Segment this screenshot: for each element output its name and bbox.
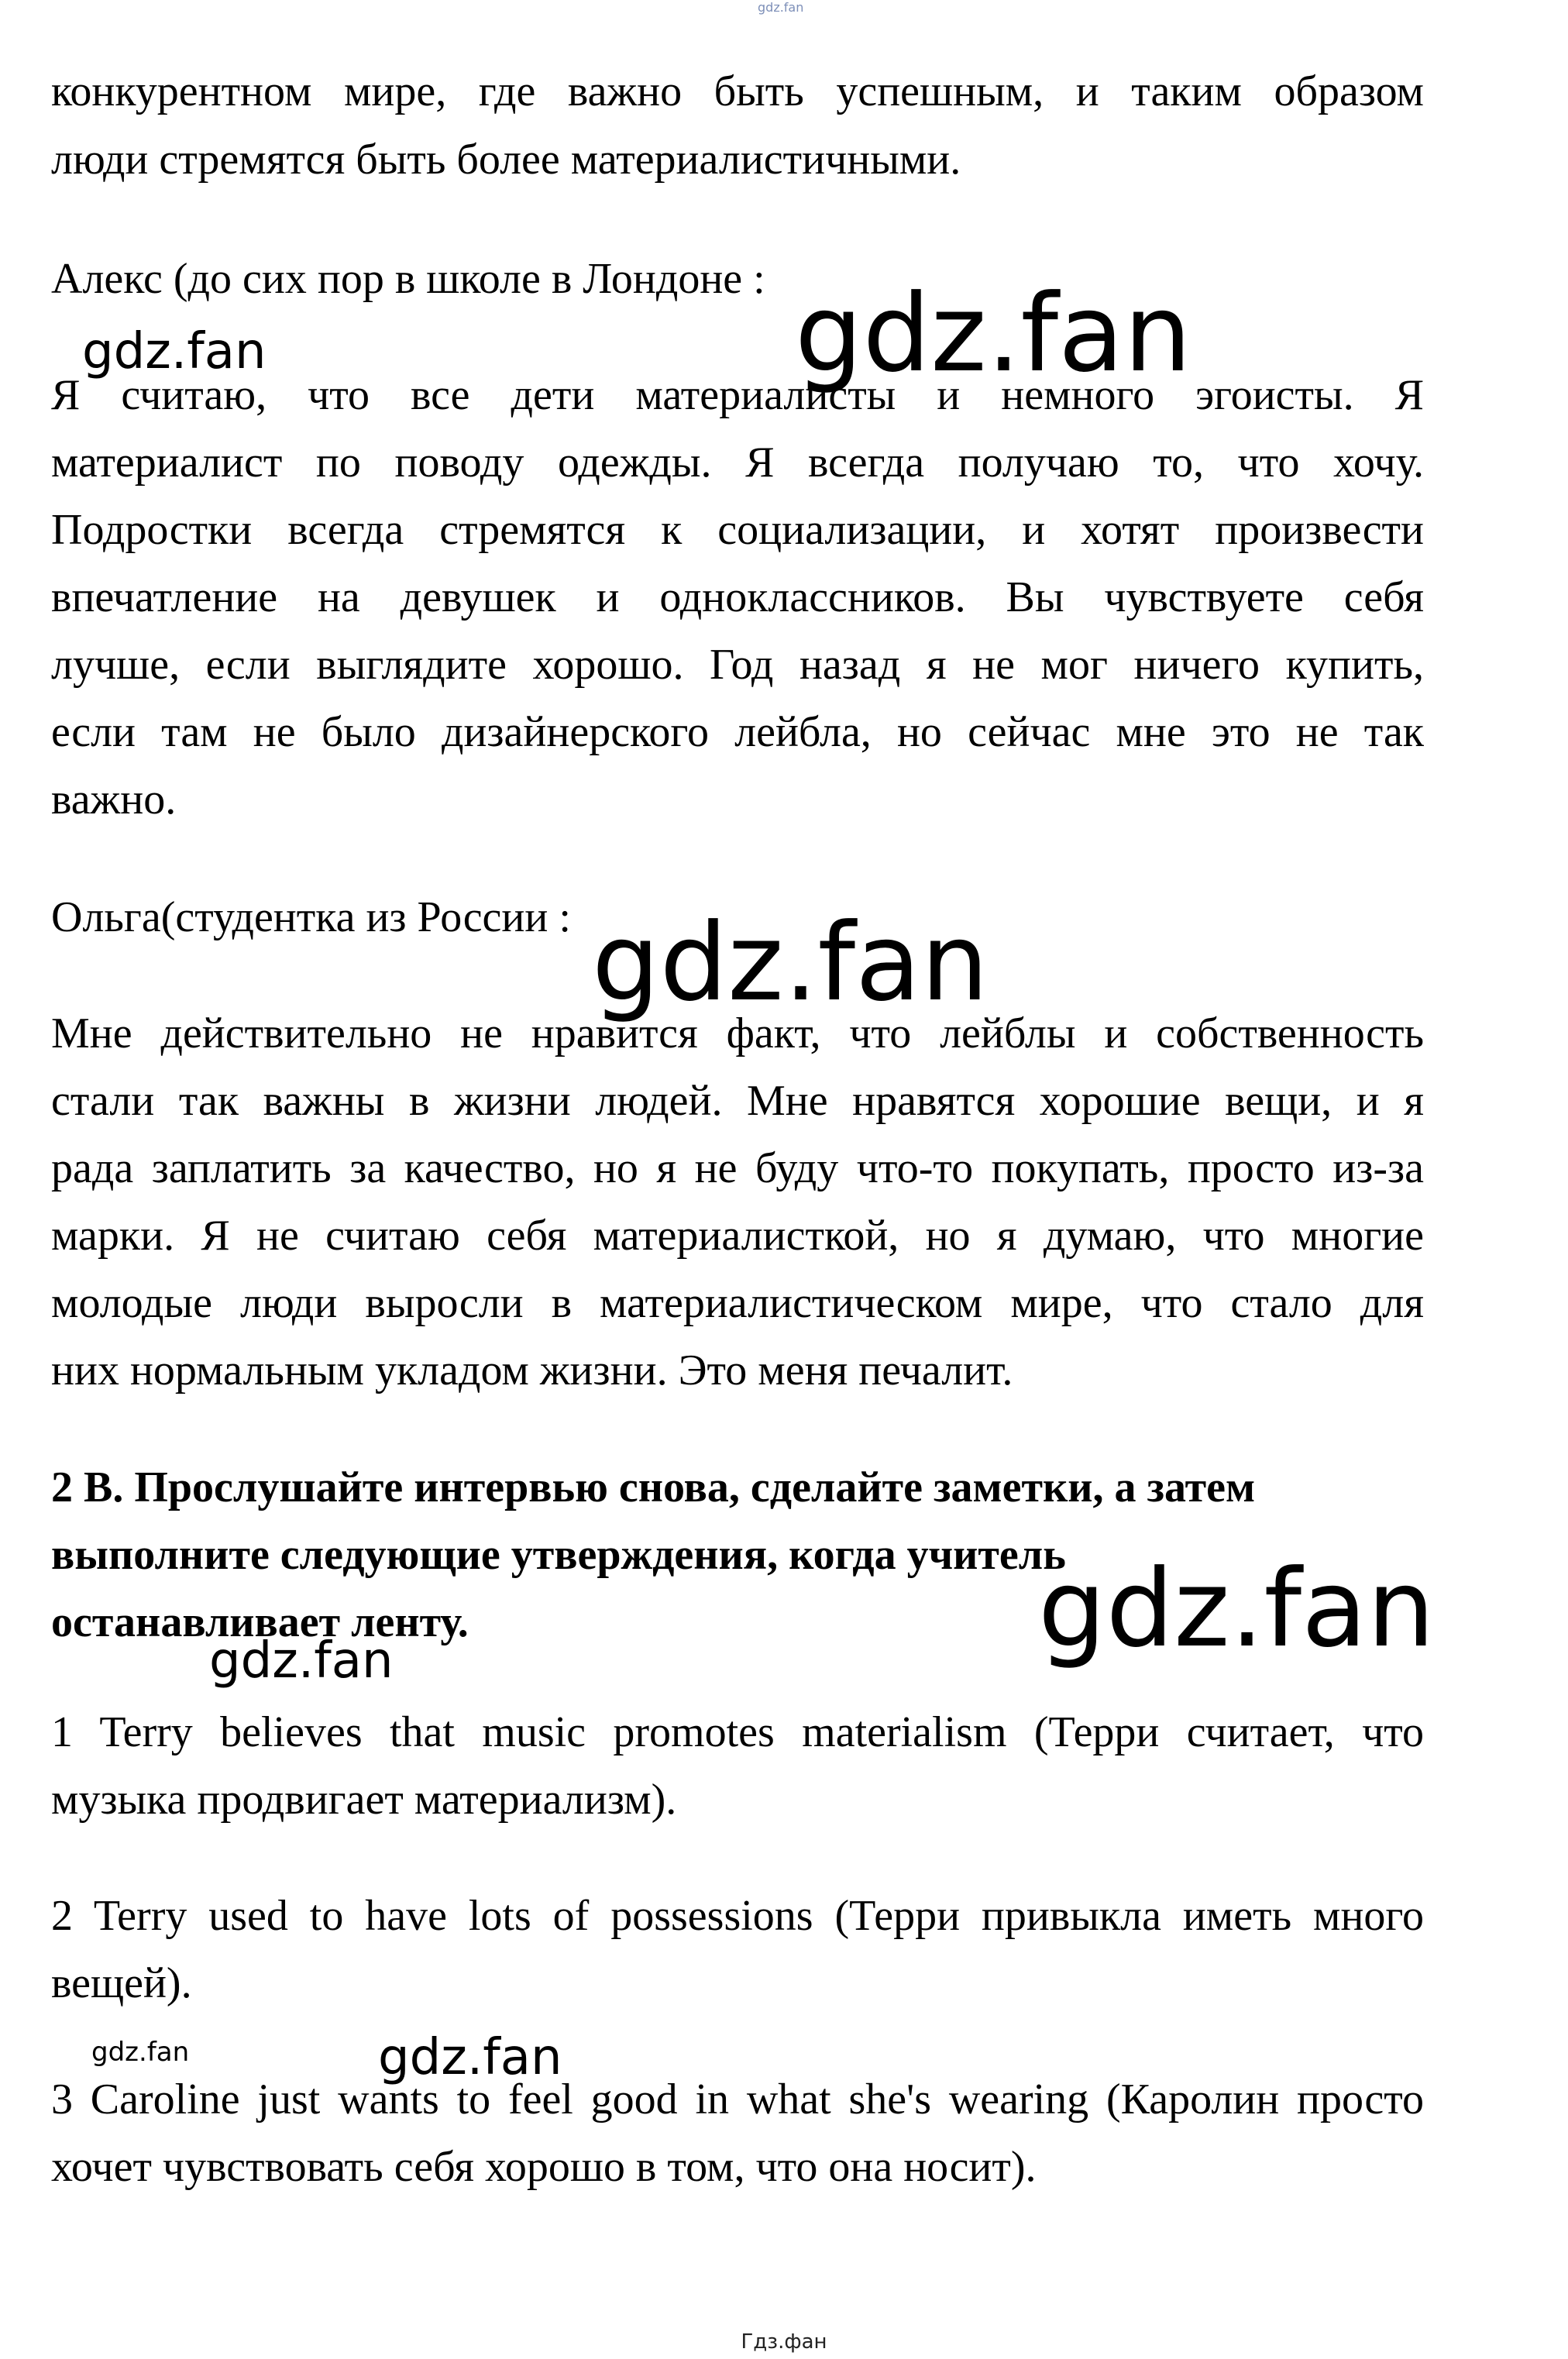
watermark-small: gdz.fan (91, 2037, 190, 2068)
statement-1-line-2: музыка продвигает материализм). (51, 1776, 677, 1824)
watermark-large: gdz.fan (1038, 1546, 1436, 1671)
olga-line-2: стали так важны в жизни людей. Мне нравятся хорошие вещи, и я (51, 1077, 1424, 1125)
task-line-2: выполните следующие утверждения, когда учитель (51, 1531, 1066, 1579)
watermark-medium: gdz.fan (209, 1632, 394, 1690)
watermark-large: gdz.fan (592, 900, 989, 1025)
alex-line-3: Подростки всегда стремятся к социализации, и хотят произвести (51, 506, 1424, 554)
olga-line-6: них нормальным укладом жизни. Это меня печалит. (51, 1346, 1013, 1394)
watermark-medium: gdz.fan (82, 323, 266, 380)
top-watermark: gdz.fan (758, 0, 804, 15)
statement-2-line-1: 2 Terry used to have lots of possessions (Терри привыкла иметь много (51, 1892, 1424, 1940)
statement-2-line-2: вещей). (51, 1959, 192, 2007)
olga-heading: Ольга(студентка из России : (51, 893, 571, 941)
task-line-3: останавливает ленту. (51, 1598, 469, 1646)
alex-line-1: Я считаю, что все дети материалисты и немного эгоисты. Я (51, 371, 1424, 419)
alex-line-5: лучше, если выглядите хорошо. Год назад я не мог ничего купить, (51, 641, 1424, 689)
statement-3-line-1: 3 Caroline just wants to feel good in what she's wearing (Каролин просто (51, 2075, 1424, 2123)
alex-line-2: материалист по поводу одежды. Я всегда получаю то, что хочу. (51, 438, 1424, 487)
intro-line-2: люди стремятся быть более материалистичными. (51, 136, 961, 184)
task-line-1: 2 B. Прослушайте интервью снова, сделайте заметки, а затем (51, 1463, 1256, 1511)
alex-line-7: важно. (51, 775, 177, 824)
olga-line-5: молодые люди выросли в материалистическом мире, что стало для (51, 1279, 1424, 1327)
watermark-medium: gdz.fan (378, 2029, 562, 2086)
alex-heading: Алекс (до сих пор в школе в Лондоне : (51, 255, 765, 303)
alex-line-6: если там не было дизайнерского лейбла, но сейчас мне это не так (51, 708, 1424, 756)
intro-line-1: конкурентном мире, где важно быть успешным, и таким образом (51, 67, 1424, 115)
olga-line-4: марки. Я не считаю себя материалисткой, но я думаю, что многие (51, 1212, 1424, 1260)
statement-3-line-2: хочет чувствовать себя хорошо в том, что она носит). (51, 2143, 1037, 2191)
olga-line-3: рада заплатить за качество, но я не буду что-то покупать, просто из-за (51, 1144, 1424, 1192)
alex-line-4: впечатление на девушек и одноклассников. Вы чувствуете себя (51, 573, 1424, 621)
page-footer: Гдз.фан (741, 2330, 827, 2354)
watermark-large: gdz.fan (795, 271, 1192, 396)
statement-1-line-1: 1 Terry believes that music promotes materialism (Терри считает, что (51, 1708, 1424, 1756)
olga-line-1: Мне действительно не нравится факт, что лейблы и собственность (51, 1009, 1424, 1057)
